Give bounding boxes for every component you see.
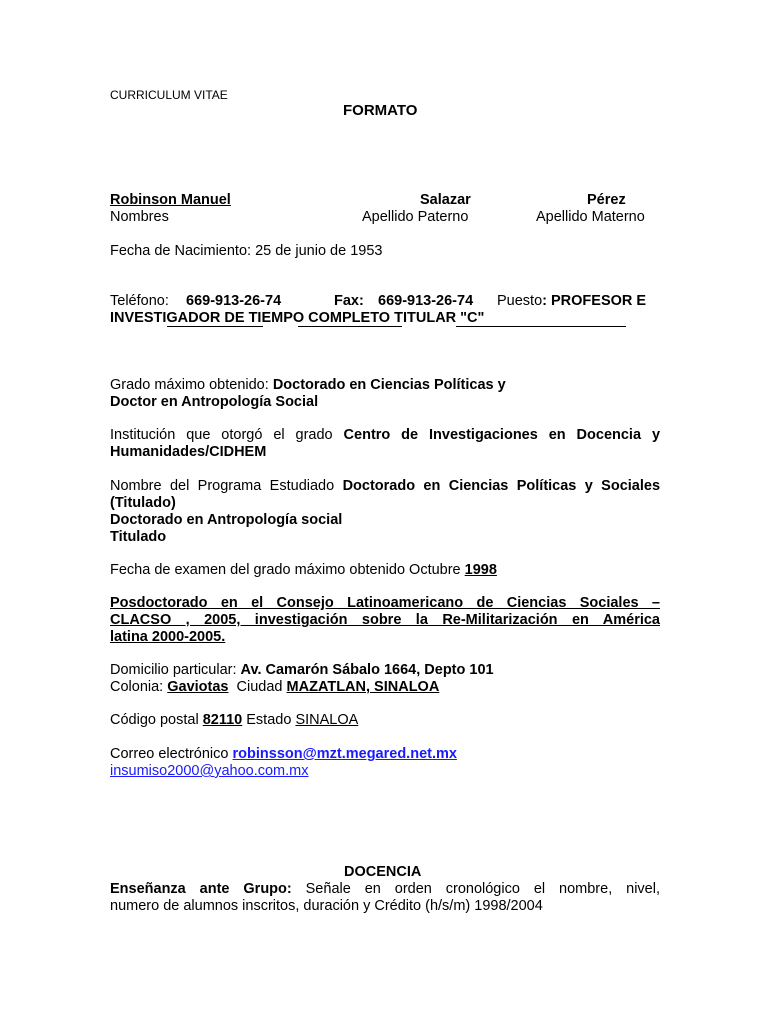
telefono-label: Teléfono: [110,293,169,309]
grado-section: Grado máximo obtenido: Doctorado en Ciencias Políticas y Doctor en Antropología Social [110,377,506,410]
fax-value: 669-913-26-74 [378,293,474,309]
institucion-section: Institución que otorgó el grado Centro de Investigaciones en Docencia y Humanidades/CIDHEM [110,427,661,460]
fax-label: Fax: [334,293,364,309]
telefono-value: 669-913-26-74 [186,293,282,309]
nombres-label: Nombres [110,209,169,225]
examen-line: Fecha de examen del grado máximo obtenido Octubre 1998 [110,562,497,578]
underline-fax [298,326,402,327]
underline-telefono [167,326,263,327]
posdoc-section: Posdoctorado en el Consejo Latinoamericano de Ciencias Sociales – CLACSO , 2005, investigación sobre la Re-Militarización en América latina 2000-2005. [110,595,660,645]
page-title: FORMATO [343,102,418,119]
docencia-title: DOCENCIA [344,864,422,880]
programa-section: Nombre del Programa Estudiado Doctorado en Ciencias Políticas y Sociales (Titulado) Doctorado en Antropología social Titulado [110,478,661,545]
email-link-1[interactable]: robinsson@mzt.megared.net.mx [232,746,457,762]
puesto: Puesto: PROFESOR E [497,293,647,309]
birth-line: Fecha de Nacimiento: 25 de junio de 1953 [110,243,383,259]
materno-label: Apellido Materno [536,209,645,225]
materno-value: Pérez [587,192,626,208]
domicilio-line: Domicilio particular: Av. Camarón Sábalo 1664, Depto 101 [110,662,494,678]
correo-line: Correo electrónico robinsson@mzt.megared.net.mx [110,746,457,762]
cv-label: CURRICULUM VITAE [110,88,228,102]
docencia-section: Enseñanza ante Grupo: Señale en orden cronológico el nombre, nivel, numero de alumnos inscritos, duración y Crédito (h/s/m) 1998/2004 [110,881,660,914]
paterno-value: Salazar [420,192,471,208]
puesto-value: INVESTIGADOR DE TIEMPO COMPLETO TITULAR "C" [110,310,485,326]
email-link-2[interactable]: insumiso2000@yahoo.com.mx [110,763,309,779]
nombres-value: Robinson Manuel [110,192,231,208]
postal-line: Código postal 82110 Estado SINALOA [110,712,359,728]
colonia-line: Colonia: Gaviotas Ciudad MAZATLAN, SINALOA [110,679,440,695]
underline-puesto [456,326,626,327]
paterno-label: Apellido Paterno [362,209,469,225]
